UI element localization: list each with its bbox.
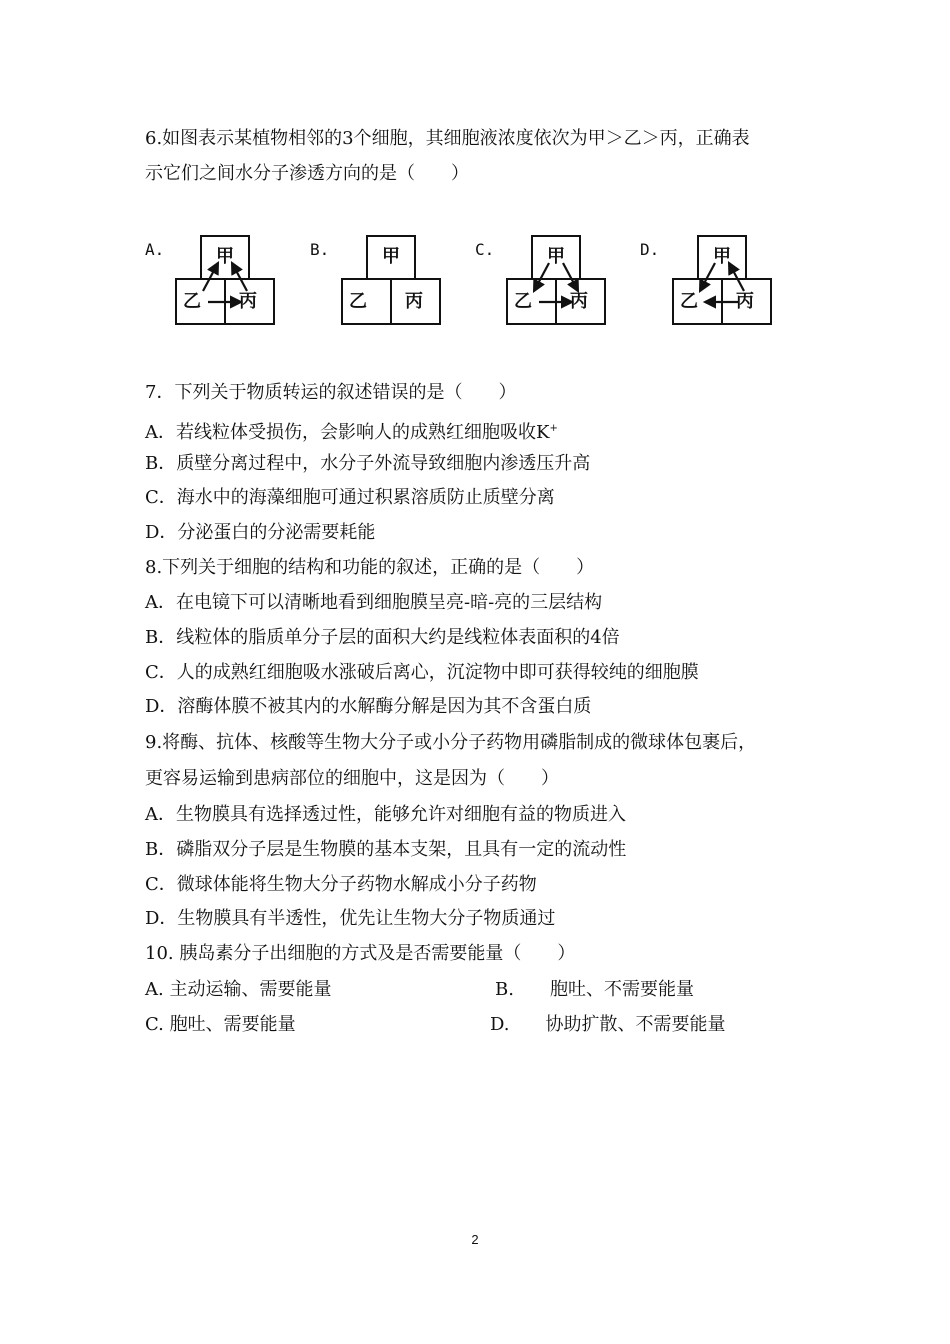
q7-stem: 7．下列关于物质转运的叙述错误的是（ ） <box>145 382 517 403</box>
q9-stem-line1: 9.将酶、抗体、核酸等生物大分子或小分子药物用磷脂制成的微球体包裹后， <box>145 732 757 753</box>
cell-label-top: 甲 <box>382 246 400 267</box>
q8-option-d: D．溶酶体膜不被其内的水解酶分解是因为其不含蛋白质 <box>145 696 592 717</box>
q7-option-b: B．质壁分离过程中，水分子外流导致细胞内渗透压升高 <box>145 453 591 474</box>
q10-option-b: B. 胞吐、不需要能量 <box>495 979 694 1000</box>
arrow-丙-to-甲 <box>729 263 744 291</box>
q6-option-diagram-3 <box>672 235 772 325</box>
q8-stem: 8.下列关于细胞的结构和功能的叙述，正确的是（ ） <box>145 557 595 578</box>
q6-option-label-1: B. <box>310 240 330 259</box>
q9-option-c: C．微球体能将生物大分子药物水解成小分子药物 <box>145 874 537 895</box>
q6-stem-line2: 示它们之间水分子渗透方向的是（ ） <box>145 163 469 184</box>
arrow-甲-to-乙 <box>534 263 549 291</box>
q6-option-label-3: D. <box>640 240 660 259</box>
cell-label-top: 甲 <box>713 246 731 267</box>
cell-label-top: 甲 <box>547 246 565 267</box>
q7-option-a: A．若线粒体受损伤，会影响人的成熟红细胞吸收K+ <box>145 422 558 443</box>
q7-option-d: D．分泌蛋白的分泌需要耗能 <box>145 522 376 543</box>
q6-option-label-2: C. <box>475 240 495 259</box>
arrow-乙-to-甲 <box>203 263 218 291</box>
cell-label-left: 乙 <box>183 291 201 312</box>
cell-label-left: 乙 <box>680 291 698 312</box>
cell-label-right: 丙 <box>570 291 588 312</box>
q8-option-a: A．在电镜下可以清晰地看到细胞膜呈亮-暗-亮的三层结构 <box>145 592 603 613</box>
q6-option-diagram-2 <box>506 235 606 325</box>
q6-option-label-0: A. <box>145 240 165 259</box>
cell-label-right: 丙 <box>736 291 754 312</box>
q9-option-d: D．生物膜具有半透性，优先让生物大分子物质通过 <box>145 908 556 929</box>
q9-option-a: A．生物膜具有选择透过性，能够允许对细胞有益的物质进入 <box>145 804 626 825</box>
q6-stem-line1: 6.如图表示某植物相邻的3个细胞，其细胞液浓度依次为甲＞乙＞丙，正确表 <box>145 128 750 149</box>
arrow-甲-to-乙 <box>700 263 715 291</box>
q10-option-d: D. 协助扩散、不需要能量 <box>490 1014 726 1035</box>
cell-label-left: 乙 <box>514 291 532 312</box>
arrow-甲-to-丙 <box>563 263 578 291</box>
q10-option-a: A. 主动运输、需要能量 <box>145 979 332 1000</box>
cell-label-right: 丙 <box>239 291 257 312</box>
q9-option-b: B．磷脂双分子层是生物膜的基本支架，且具有一定的流动性 <box>145 839 627 860</box>
q8-option-c: C．人的成熟红细胞吸水涨破后离心，沉淀物中即可获得较纯的细胞膜 <box>145 662 699 683</box>
q10-stem: 10. 胰岛素分子出细胞的方式及是否需要能量（ ） <box>145 943 576 964</box>
q6-option-diagram-1 <box>341 235 441 325</box>
q8-option-b: B．线粒体的脂质单分子层的面积大约是线粒体表面积的4倍 <box>145 627 620 648</box>
q7-option-c: C．海水中的海藻细胞可通过积累溶质防止质壁分离 <box>145 487 555 508</box>
cell-label-right: 丙 <box>405 291 423 312</box>
cell-label-top: 甲 <box>216 246 234 267</box>
page-number: 2 <box>471 1232 479 1247</box>
q6-option-diagram-0 <box>175 235 275 325</box>
q9-stem-line2: 更容易运输到患病部位的细胞中，这是因为（ ） <box>145 768 559 789</box>
q10-option-c: C. 胞吐、需要能量 <box>145 1014 296 1035</box>
arrow-丙-to-甲 <box>232 263 247 291</box>
cell-label-left: 乙 <box>349 291 367 312</box>
